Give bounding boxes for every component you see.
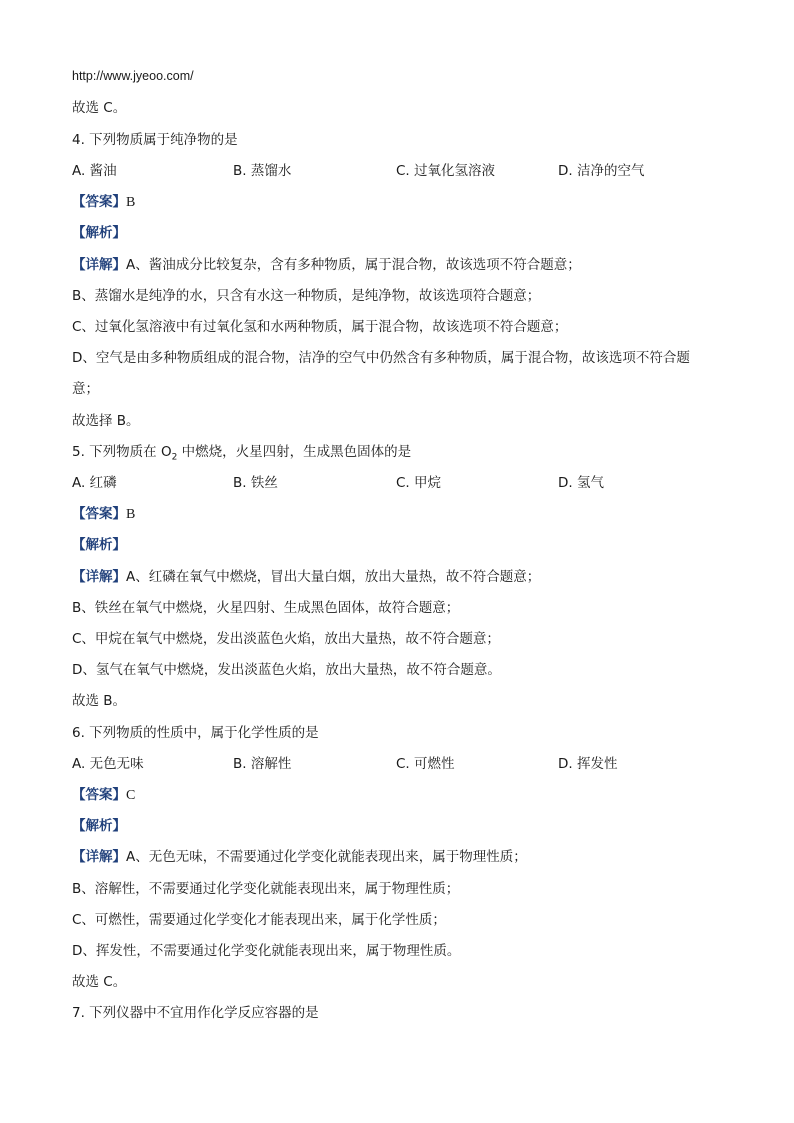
q6-conclusion: 故选 C。 [72, 974, 127, 990]
source-url[interactable]: http://www.jyeoo.com/ [72, 69, 194, 83]
q7-stem: 7. 下列仪器中不宜用作化学反应容器的是 [72, 1005, 319, 1021]
q6-detail-a [72, 848, 527, 866]
q5-detail-b: B、铁丝在氧气中燃烧，火星四射、生成黑色固体，故符合题意； [72, 600, 460, 616]
detail-text: A、红磷在氧气中燃烧，冒出大量白烟，放出大量热，故不符合题意； [126, 569, 541, 585]
q5-stem [72, 443, 411, 461]
q6-option-b: B. 溶解性 [233, 756, 292, 772]
q5-detail-d: D、氢气在氧气中燃烧，发出淡蓝色火焰，放出大量热，故不符合题意。 [72, 662, 501, 678]
q4-analysis-heading [72, 224, 126, 242]
q6-option-d: D. 挥发性 [558, 756, 618, 772]
q4-conclusion: 故选择 B。 [72, 413, 140, 429]
detail-text: A、无色无味，不需要通过化学变化就能表现出来，属于物理性质； [126, 849, 527, 865]
q4-detail-c: C、过氧化氢溶液中有过氧化氢和水两种物质，属于混合物，故该选项不符合题意； [72, 319, 568, 335]
q5-conclusion: 故选 B。 [72, 693, 127, 709]
q4-detail-d-line2: 意； [72, 381, 99, 397]
q4-option-c: C. 过氧化氢溶液 [396, 163, 496, 179]
q5-detail-a [72, 568, 540, 586]
answer-tag: 【答案】 [72, 787, 126, 803]
analysis-tag: 【解析】 [72, 225, 126, 241]
q4-answer [72, 193, 135, 212]
answer-tag: 【答案】 [72, 194, 126, 210]
analysis-tag: 【解析】 [72, 818, 126, 834]
answer-tag: 【答案】 [72, 506, 126, 522]
answer-value: B [126, 195, 136, 210]
q6-option-a: A. 无色无味 [72, 756, 144, 772]
q6-detail-d: D、挥发性，不需要通过化学变化就能表现出来，属于物理性质。 [72, 943, 461, 959]
q5-stem-pre: 5. 下列物质在 O [72, 444, 172, 460]
q4-option-b: B. 蒸馏水 [233, 163, 292, 179]
q6-answer [72, 786, 135, 805]
answer-value: C [126, 788, 136, 803]
q4-option-d: D. 洁净的空气 [558, 163, 645, 179]
q5-detail-c: C、甲烷在氧气中燃烧，发出淡蓝色火焰，放出大量热，故不符合题意； [72, 631, 500, 647]
q5-stem-post: 中燃烧，火星四射，生成黑色固体的是 [177, 444, 412, 460]
q4-detail-a [72, 256, 581, 274]
q6-stem: 6. 下列物质的性质中，属于化学性质的是 [72, 725, 319, 741]
q4-option-a: A. 酱油 [72, 163, 117, 179]
analysis-tag: 【解析】 [72, 537, 126, 553]
detail-text: A、酱油成分比较复杂，含有多种物质，属于混合物，故该选项不符合题意； [126, 257, 581, 273]
q5-option-d: D. 氢气 [558, 475, 604, 491]
q5-option-a: A. 红磷 [72, 475, 117, 491]
detail-tag: 【详解】 [72, 849, 126, 865]
detail-tag: 【详解】 [72, 257, 126, 273]
q5-option-c: C. 甲烷 [396, 475, 442, 491]
detail-tag: 【详解】 [72, 569, 126, 585]
q6-detail-b: B、溶解性，不需要通过化学变化就能表现出来，属于物理性质； [72, 881, 460, 897]
q4-detail-d-line1: D、空气是由多种物质组成的混合物，洁净的空气中仍然含有多种物质，属于混合物，故该选项不符合题 [72, 350, 690, 366]
q5-analysis-heading [72, 536, 126, 554]
q4-stem: 4. 下列物质属于纯净物的是 [72, 132, 238, 148]
q4-detail-b: B、蒸馏水是纯净的水，只含有水这一种物质，是纯净物，故该选项符合题意； [72, 288, 541, 304]
q5-answer [72, 505, 135, 524]
q5-stem-sub: 2 [171, 452, 178, 463]
q5-option-b: B. 铁丝 [233, 475, 278, 491]
q6-option-c: C. 可燃性 [396, 756, 455, 772]
q6-detail-c: C、可燃性，需要通过化学变化才能表现出来，属于化学性质； [72, 912, 446, 928]
q3-conclusion: 故选 C。 [72, 100, 127, 116]
answer-value: B [126, 507, 136, 522]
q6-analysis-heading [72, 817, 126, 835]
